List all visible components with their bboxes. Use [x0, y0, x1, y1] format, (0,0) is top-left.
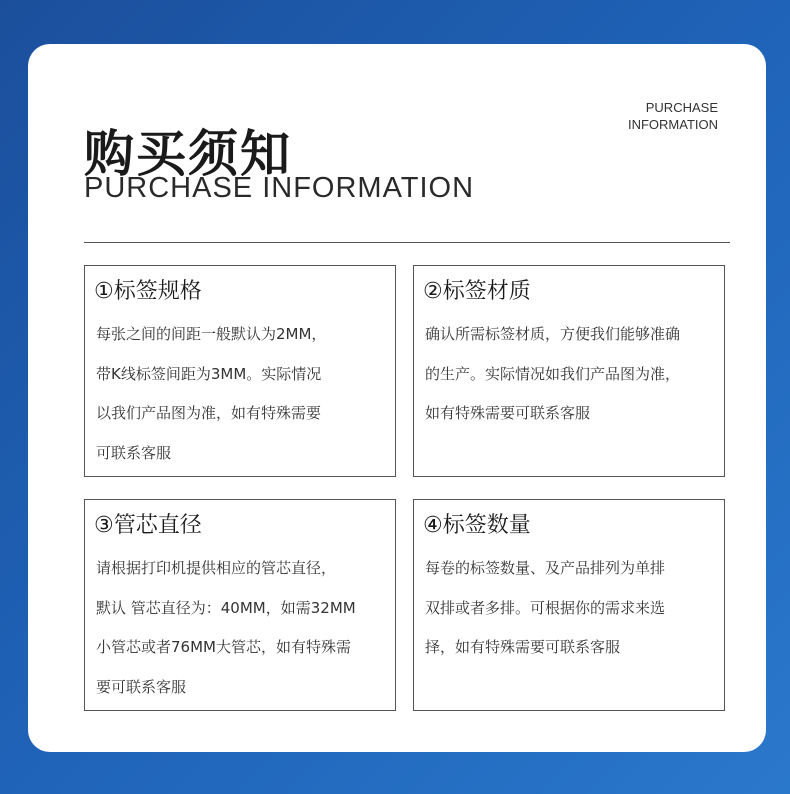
info-card: [28, 44, 766, 752]
section-line: 确认所需标签材质，方便我们能够准确: [425, 325, 681, 343]
section-body: [425, 315, 721, 434]
section-label-material: [413, 265, 725, 477]
section-line: 小管芯或者76MM大管芯，如有特殊需: [96, 638, 351, 656]
header-divider: [84, 242, 730, 243]
section-title: ①标签规格: [94, 279, 202, 304]
corner-label: [628, 99, 718, 133]
section-title: ②标签材质: [423, 279, 531, 304]
corner-label-line: PURCHASE: [645, 100, 718, 115]
section-line: 的生产。实际情况如我们产品图为准，: [425, 364, 681, 383]
section-title: ③管芯直径: [94, 513, 202, 538]
section-line: 以我们产品图为准，如有特殊需要: [96, 404, 322, 422]
page-subtitle: PURCHASE INFORMATION: [84, 172, 475, 204]
section-body: [96, 315, 392, 473]
section-line: 择，如有特殊需要可联系客服: [425, 638, 621, 656]
section-line: 双排或者多排。可根据你的需求来选: [425, 598, 666, 617]
page-title: 购买须知: [84, 125, 292, 183]
section-line: 默认 管芯直径为：40MM，如需32MM: [96, 598, 356, 617]
section-label-spec: [84, 265, 396, 477]
section-line: 可联系客服: [96, 443, 172, 462]
section-label-quantity: [413, 499, 725, 711]
section-line: 每卷的标签数量、及产品排列为单排: [425, 559, 666, 577]
section-line: 如有特殊需要可联系客服: [425, 404, 591, 422]
corner-label-line: INFORMATION: [627, 117, 718, 132]
section-body: [96, 549, 392, 707]
section-line: 每张之间的间距一般默认为2MM，: [96, 325, 327, 343]
section-line: 带K线标签间距为3MM。实际情况: [96, 364, 322, 383]
section-title: ④标签数量: [423, 513, 531, 538]
section-body: [425, 549, 721, 668]
section-line: 请根据打印机提供相应的管芯直径，: [96, 559, 337, 577]
section-line: 要可联系客服: [96, 677, 187, 696]
section-core-diameter: [84, 499, 396, 711]
